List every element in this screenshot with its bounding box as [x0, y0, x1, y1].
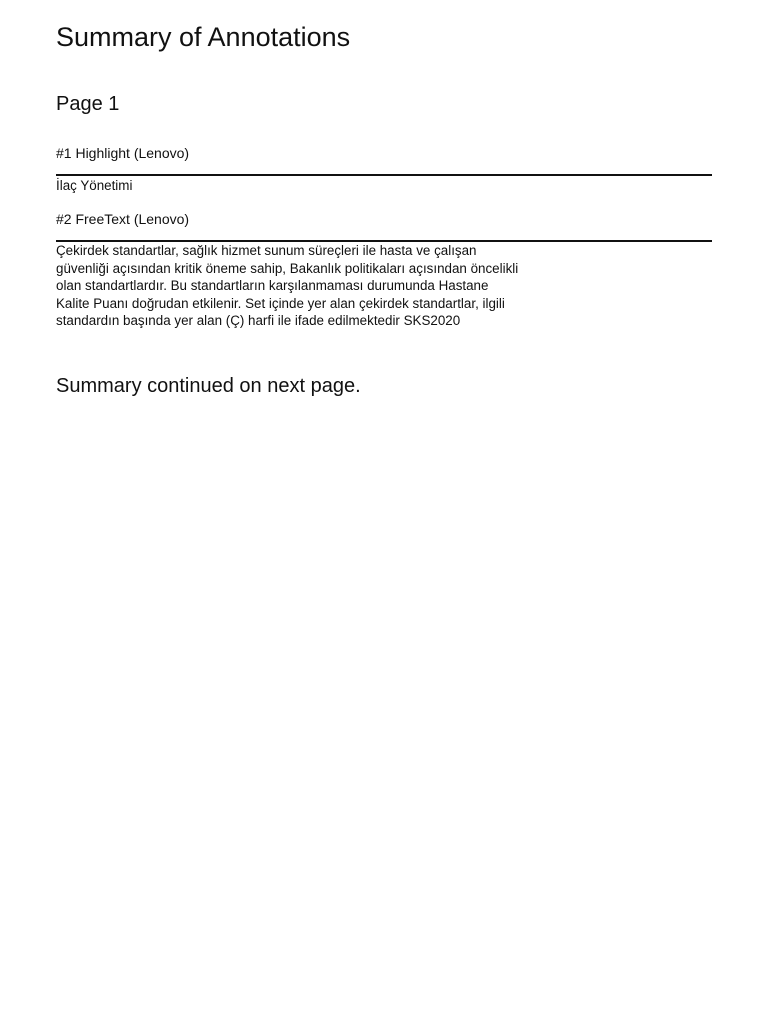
annotation-header-highlight: #1 Highlight (Lenovo) [56, 145, 190, 161]
annotation-text-line: güvenliği açısından kritik öneme sahip, Bakanlık politikaları açısından öncelikli [56, 260, 519, 276]
annotation-text-freetext [56, 242, 518, 330]
annotation-text-highlight [56, 177, 132, 195]
page-title: Summary of Annotations [56, 22, 351, 52]
annotation-text-line: standardın başında yer alan (Ç) harfi ile ifade edilmektedir SKS2020 [56, 313, 461, 329]
page-number-heading: Page 1 [56, 93, 120, 115]
annotation-header-freetext: #2 FreeText (Lenovo) [56, 211, 190, 227]
continued-note: Summary continued on next page. [56, 375, 361, 397]
annotation-text-line: İlaç Yönetimi [56, 178, 133, 193]
annotation-text-line: Kalite Puanı doğrudan etkilenir. Set içinde yer alan çekirdek standartlar, ilgili [56, 295, 505, 311]
annotation-divider [56, 174, 712, 176]
annotation-text-line: olan standartlardır. Bu standartların karşılanmaması durumunda Hastane [56, 278, 489, 294]
annotation-text-line: Çekirdek standartlar, sağlık hizmet sunum süreçleri ile hasta ve çalışan [56, 243, 477, 258]
